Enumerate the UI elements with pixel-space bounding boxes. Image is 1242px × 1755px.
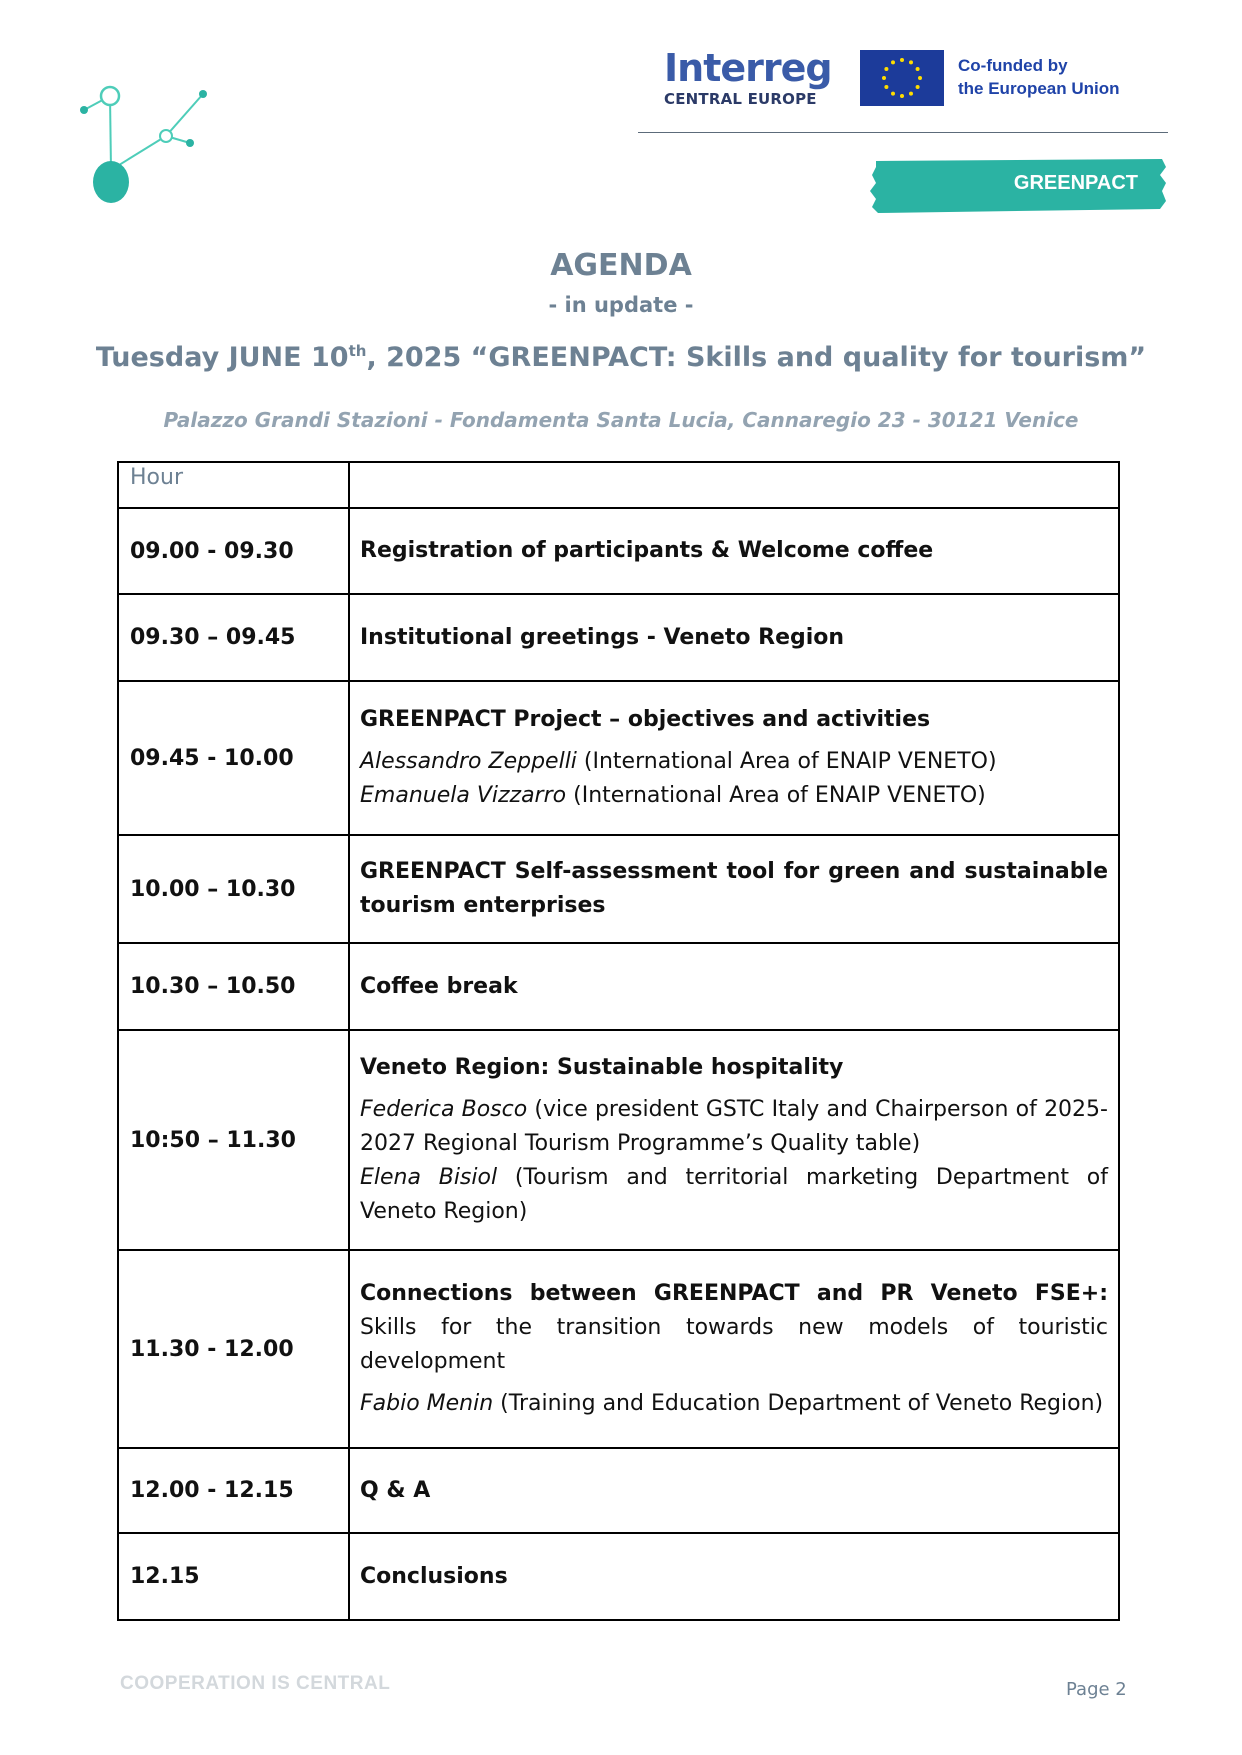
agenda-activity-title — [360, 1277, 1108, 1379]
agenda-activity-title: Institutional greetings - Veneto Region — [360, 624, 845, 650]
eu-star — [909, 60, 913, 64]
agenda-hour-cell: 09.30 – 09.45 — [118, 594, 349, 681]
agenda-activity-title: Q & A — [360, 1477, 431, 1503]
interreg-subtitle: CENTRAL EUROPE — [664, 90, 817, 108]
event-suffix: , 2025 “GREENPACT: Skills and quality for tourism” — [366, 342, 1147, 373]
header-logos — [664, 48, 1164, 118]
eu-star — [900, 94, 904, 98]
footer-tagline: COOPERATION IS CENTRAL — [120, 1673, 391, 1694]
agenda-row — [118, 1448, 1119, 1533]
page-number: Page 2 — [1066, 1679, 1127, 1700]
agenda-activity-cell — [349, 1030, 1119, 1250]
agenda-table — [117, 461, 1120, 1621]
agenda-speaker — [360, 745, 1108, 779]
eu-star — [900, 58, 904, 62]
page-title: AGENDA — [550, 248, 692, 283]
agenda-row — [118, 1533, 1119, 1620]
agenda-row — [118, 1250, 1119, 1448]
agenda-activity-title: GREENPACT Self-assessment tool for green and sustainable tourism enterprises — [360, 859, 1108, 918]
agenda-activity-cell — [349, 835, 1119, 943]
agenda-row — [118, 1030, 1119, 1250]
agenda-activity-title: Registration of participants & Welcome coffee — [360, 538, 934, 563]
agenda-row — [118, 681, 1119, 835]
eu-line-2: the European Union — [958, 79, 1120, 98]
eu-star — [891, 92, 895, 96]
agenda-activity-title: GREENPACT Project – objectives and activities — [360, 707, 931, 732]
agenda-activity-cell — [349, 1533, 1119, 1620]
interreg-word: Interreg — [664, 46, 832, 90]
agenda-speaker — [360, 1161, 1108, 1229]
greenpact-banner-label: GREENPACT — [1013, 172, 1138, 194]
agenda-hour-cell: 09.45 - 10.00 — [118, 681, 349, 835]
page-subtitle: - in update - — [548, 293, 694, 317]
header-divider — [638, 132, 1168, 133]
agenda-activity-cell — [349, 1250, 1119, 1448]
eu-star — [884, 85, 888, 89]
agenda-activity-cell — [349, 508, 1119, 594]
activity-column-header — [349, 462, 1119, 508]
agenda-hour-cell: 11.30 - 12.00 — [118, 1250, 349, 1448]
hour-header-label: Hour — [130, 465, 183, 490]
agenda-header-row — [118, 462, 1119, 508]
agenda-activity-title: Veneto Region: Sustainable hospitality — [360, 1055, 844, 1080]
greenpact-banner — [870, 157, 1170, 217]
eu-star — [882, 76, 886, 80]
agenda-row — [118, 943, 1119, 1030]
speaker-name: Emanuela Vizzarro — [360, 783, 567, 808]
eu-cofunded-text — [958, 54, 1120, 100]
speaker-name: Alessandro Zeppelli — [360, 749, 577, 774]
agenda-row — [118, 835, 1119, 943]
event-sup: th — [348, 342, 367, 360]
eu-star — [916, 67, 920, 71]
agenda-hour-cell: 10.30 – 10.50 — [118, 943, 349, 1030]
event-heading — [0, 342, 1242, 373]
agenda-activity-cell — [349, 1448, 1119, 1533]
agenda-activity-title-rest: Skills for the transition towards new models of touristic development — [360, 1315, 1108, 1374]
speaker-name: Elena Bisiol — [360, 1165, 498, 1190]
agenda-speaker — [360, 1093, 1108, 1161]
agenda-activity-cell — [349, 594, 1119, 681]
speaker-role: (Training and Education Department of Veneto Region) — [493, 1391, 1104, 1416]
eu-star — [884, 67, 888, 71]
agenda-activity-title: Conclusions — [360, 1563, 508, 1589]
eu-star — [909, 92, 913, 96]
hour-column-header — [118, 462, 349, 508]
event-venue: Palazzo Grandi Stazioni - Fondamenta Santa Lucia, Cannaregio 23 - 30121 Venice — [163, 408, 1079, 432]
eu-star — [891, 60, 895, 64]
eu-star — [918, 76, 922, 80]
eu-star — [916, 85, 920, 89]
eu-flag-icon — [860, 50, 944, 106]
agenda-hour-cell: 09.00 - 09.30 — [118, 508, 349, 594]
agenda-speaker — [360, 779, 1108, 813]
agenda-activity-cell — [349, 943, 1119, 1030]
speaker-role: (vice president GSTC Italy and Chairperson of 2025-2027 Regional Tourism Programme’s Quality table) — [360, 1097, 1108, 1156]
agenda-row — [118, 508, 1119, 594]
speaker-name: Fabio Menin — [360, 1391, 494, 1416]
agenda-hour-cell: 12.00 - 12.15 — [118, 1448, 349, 1533]
agenda-hour-cell: 10:50 – 11.30 — [118, 1030, 349, 1250]
speaker-role: (International Area of ENAIP VENETO) — [576, 749, 997, 774]
speaker-role: (International Area of ENAIP VENETO) — [566, 783, 986, 808]
speaker-role: (Tourism and territorial marketing Department of Veneto Region) — [360, 1165, 1109, 1224]
agenda-row — [118, 594, 1119, 681]
speaker-name: Federica Bosco — [360, 1097, 528, 1122]
agenda-hour-cell: 12.15 — [118, 1533, 349, 1620]
agenda-activity-title-bold: Connections between GREENPACT and PR Veneto FSE+: — [360, 1281, 1108, 1306]
event-prefix: Tuesday JUNE 10 — [95, 342, 349, 373]
agenda-activity-title: Coffee break — [360, 973, 518, 999]
eu-line-1: Co-funded by — [958, 56, 1068, 75]
interreg-logo — [664, 48, 834, 108]
greenpact-network-logo — [78, 80, 218, 210]
agenda-activity-cell — [349, 681, 1119, 835]
agenda-speaker — [360, 1387, 1108, 1421]
agenda-hour-cell: 10.00 – 10.30 — [118, 835, 349, 943]
